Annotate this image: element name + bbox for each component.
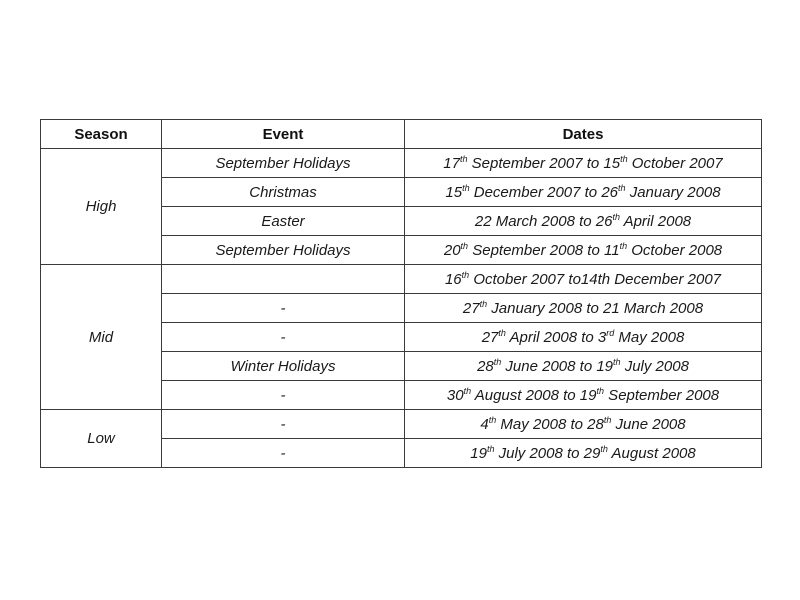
date-text: 19 [470, 444, 487, 462]
header-row [41, 120, 762, 149]
dates-cell [405, 178, 762, 207]
dates-cell [405, 352, 762, 381]
ordinal-suffix: th [479, 298, 488, 309]
date-text: September 2008 [604, 386, 720, 404]
ordinal-suffix: th [619, 240, 628, 251]
ordinal-suffix: th [600, 443, 608, 454]
date-text: June 2008 to 19 [501, 357, 614, 375]
date-text: July 2008 [620, 357, 689, 375]
ordinal-suffix: th [618, 182, 626, 193]
date-text: January 2008 [625, 183, 721, 201]
date-text: 28 [477, 357, 494, 375]
ordinal-suffix: th [498, 327, 506, 338]
event-cell: - [162, 381, 405, 410]
ordinal-suffix: th [613, 356, 621, 367]
table-row [41, 265, 762, 294]
table-header [41, 120, 762, 149]
dates-cell [405, 410, 762, 439]
ordinal-suffix: rd [606, 327, 615, 338]
date-text: July 2008 to 29 [494, 444, 601, 462]
date-text: 15 [445, 183, 463, 201]
dates-cell [405, 439, 762, 468]
season-cell: Mid [41, 265, 162, 410]
date-text: January 2008 to 21 March 2008 [487, 299, 704, 317]
dates-cell [405, 207, 762, 236]
header-event: Event [162, 120, 405, 149]
event-cell: - [162, 410, 405, 439]
date-text: April 2008 [619, 212, 692, 230]
dates-cell [405, 323, 762, 352]
date-text: 16 [444, 270, 462, 288]
date-text: 17 [443, 154, 460, 172]
date-text: April 2008 to 3 [505, 328, 607, 346]
dates-cell [405, 265, 762, 294]
event-cell [162, 265, 405, 294]
dates-cell [405, 381, 762, 410]
date-text: October 2007 [627, 154, 723, 172]
ordinal-suffix: th [612, 211, 620, 222]
ordinal-suffix: th [603, 414, 612, 425]
event-cell: - [162, 294, 405, 323]
date-text: May 2008 [614, 328, 685, 346]
event-cell: Christmas [162, 178, 405, 207]
header-season: Season [41, 120, 162, 149]
ordinal-suffix: th [488, 414, 497, 425]
dates-cell [405, 236, 762, 265]
date-text: June 2008 [611, 415, 686, 433]
date-text: October 2007 to14th December 2007 [469, 270, 722, 288]
season-cell: Low [41, 410, 162, 468]
ordinal-suffix: th [596, 385, 605, 396]
date-text: September 2007 to 15 [467, 154, 621, 172]
ordinal-suffix: th [486, 443, 495, 454]
table-row [41, 410, 762, 439]
date-text: 20 [443, 241, 461, 259]
dates-cell [405, 294, 762, 323]
event-cell: - [162, 439, 405, 468]
table-row [41, 149, 762, 178]
date-text: 27 [481, 328, 499, 346]
header-dates: Dates [405, 120, 762, 149]
date-text: December 2007 to 26 [469, 183, 619, 201]
ordinal-suffix: th [461, 269, 470, 280]
table-body [41, 149, 762, 468]
ordinal-suffix: th [459, 153, 468, 164]
event-cell: - [162, 323, 405, 352]
event-cell: September Holidays [162, 236, 405, 265]
ordinal-suffix: th [462, 182, 470, 193]
date-text: October 2008 [627, 241, 723, 259]
event-cell: Easter [162, 207, 405, 236]
season-cell: High [41, 149, 162, 265]
ordinal-suffix: th [463, 385, 472, 396]
date-text: 4 [480, 415, 489, 433]
date-text: August 2008 to 19 [471, 386, 597, 404]
event-cell: Winter Holidays [162, 352, 405, 381]
ordinal-suffix: th [620, 153, 628, 164]
date-text: August 2008 [607, 444, 696, 462]
ordinal-suffix: th [493, 356, 502, 367]
date-text: May 2008 to 28 [496, 415, 604, 433]
event-cell: September Holidays [162, 149, 405, 178]
ordinal-suffix: th [460, 240, 469, 251]
date-text: 27 [462, 299, 480, 317]
date-text: September 2008 to 11 [468, 241, 620, 259]
date-text: 22 March 2008 to 26 [474, 212, 613, 230]
season-dates-table [40, 119, 762, 468]
dates-cell [405, 149, 762, 178]
date-text: 30 [446, 386, 464, 404]
